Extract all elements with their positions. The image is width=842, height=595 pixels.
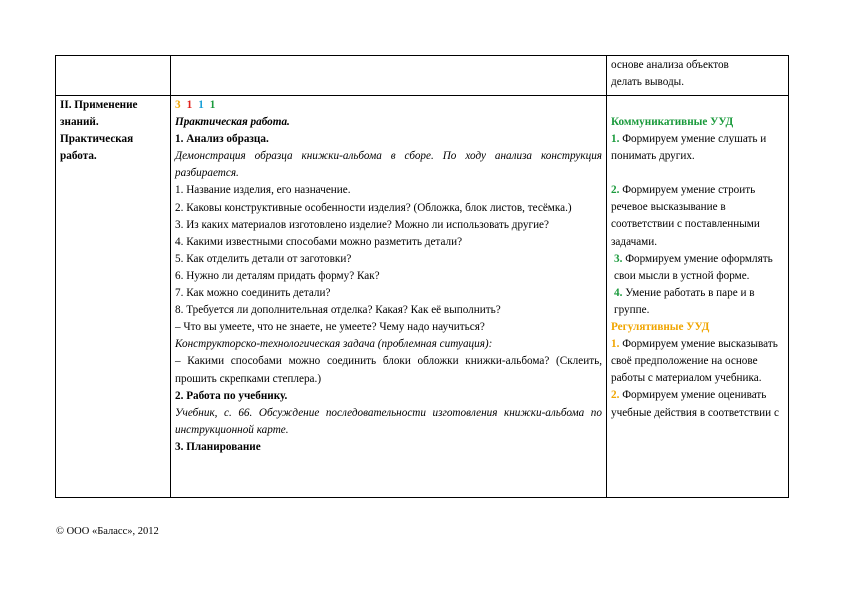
number: 3 [175,99,181,111]
uud-item: 4. Умение работать в паре и в группе. [614,286,755,316]
number: 1 [209,99,216,111]
cell-uud [607,56,789,96]
work-text: Учебник, с. 66. Обсуждение последовательности изготовления книжки-альбома по инструкционной карте. [175,406,602,436]
cell-content [171,56,607,96]
copyright-footer: © ООО «Баласс», 2012 [56,526,159,537]
stage-line: работа. [60,150,97,163]
number: 1 [186,99,193,111]
task-text: – Какими способами можно соединить блоки обложки книжки-альбома? (Склеить, прошить скрепками степлера.) [175,355,602,385]
text-line: основе анализа объектов [611,59,729,71]
comm-uud-title: Коммуникативные УУД [611,116,734,128]
plan-title: 3. Планирование [175,440,261,453]
uud-item: 1. Формируем умение слушать и понимать других. [611,133,767,163]
question: 3. Из каких материалов изготовлено изделие? Можно ли использовать другие? [175,218,549,231]
lesson-table [55,55,789,498]
text-line: делать выводы. [611,76,684,89]
question: 6. Нужно ли деталям придать форму? Как? [175,269,380,282]
work-title: 2. Работа по учебнику. [175,389,288,402]
stage-line: II. Применение [60,99,138,111]
question: – Что вы умеете, что не знаете, не умеете? Чему надо научиться? [175,321,485,334]
task-title: Конструкторско-технологическая задача (проблемная ситуация): [175,338,493,351]
uud-item: 2. Формируем умение оценивать учебные действия в соответствии с [611,389,779,419]
stage-line: Практическая [60,133,134,146]
uud-item: 3. Формируем умение оформлять свои мысли в устной форме. [614,252,773,282]
uud-item: 1. Формируем умение высказывать своё предположение на основе работы с материалом учебника. [611,338,778,385]
cell-stage [56,96,171,498]
cell-content [171,96,607,498]
reg-uud-title: Регулятивные УУД [611,321,710,334]
cell-stage [56,56,171,96]
question: 4. Какими известными способами можно разметить детали? [175,235,463,248]
question: 5. Как отделить детали от заготовки? [175,252,352,265]
question: 8. Требуется ли дополнительная отделка? Какая? Как её выполнить? [175,304,501,317]
question: 2. Каковы конструктивные особенности изделия? (Обложка, блок листов, тесёмка.) [175,201,572,214]
practical-title: Практическая работа. [175,116,290,129]
stage-line: знаний. [60,116,99,129]
table-row [56,96,789,498]
analysis-title: 1. Анализ образца. [175,133,269,146]
uud-item: 2. Формируем умение строить речевое высказывание в соответствии с поставленными задачами. [611,184,760,248]
colored-numbers [175,97,602,114]
table-row [56,56,789,96]
cell-uud [607,96,789,498]
demo-text: Демонстрация образца книжки-альбома в сборе. По ходу анализа конструкция разбирается. [175,150,602,180]
question: 1. Название изделия, его назначение. [175,184,351,197]
question: 7. Как можно соединить детали? [175,287,331,300]
number: 1 [198,99,204,111]
